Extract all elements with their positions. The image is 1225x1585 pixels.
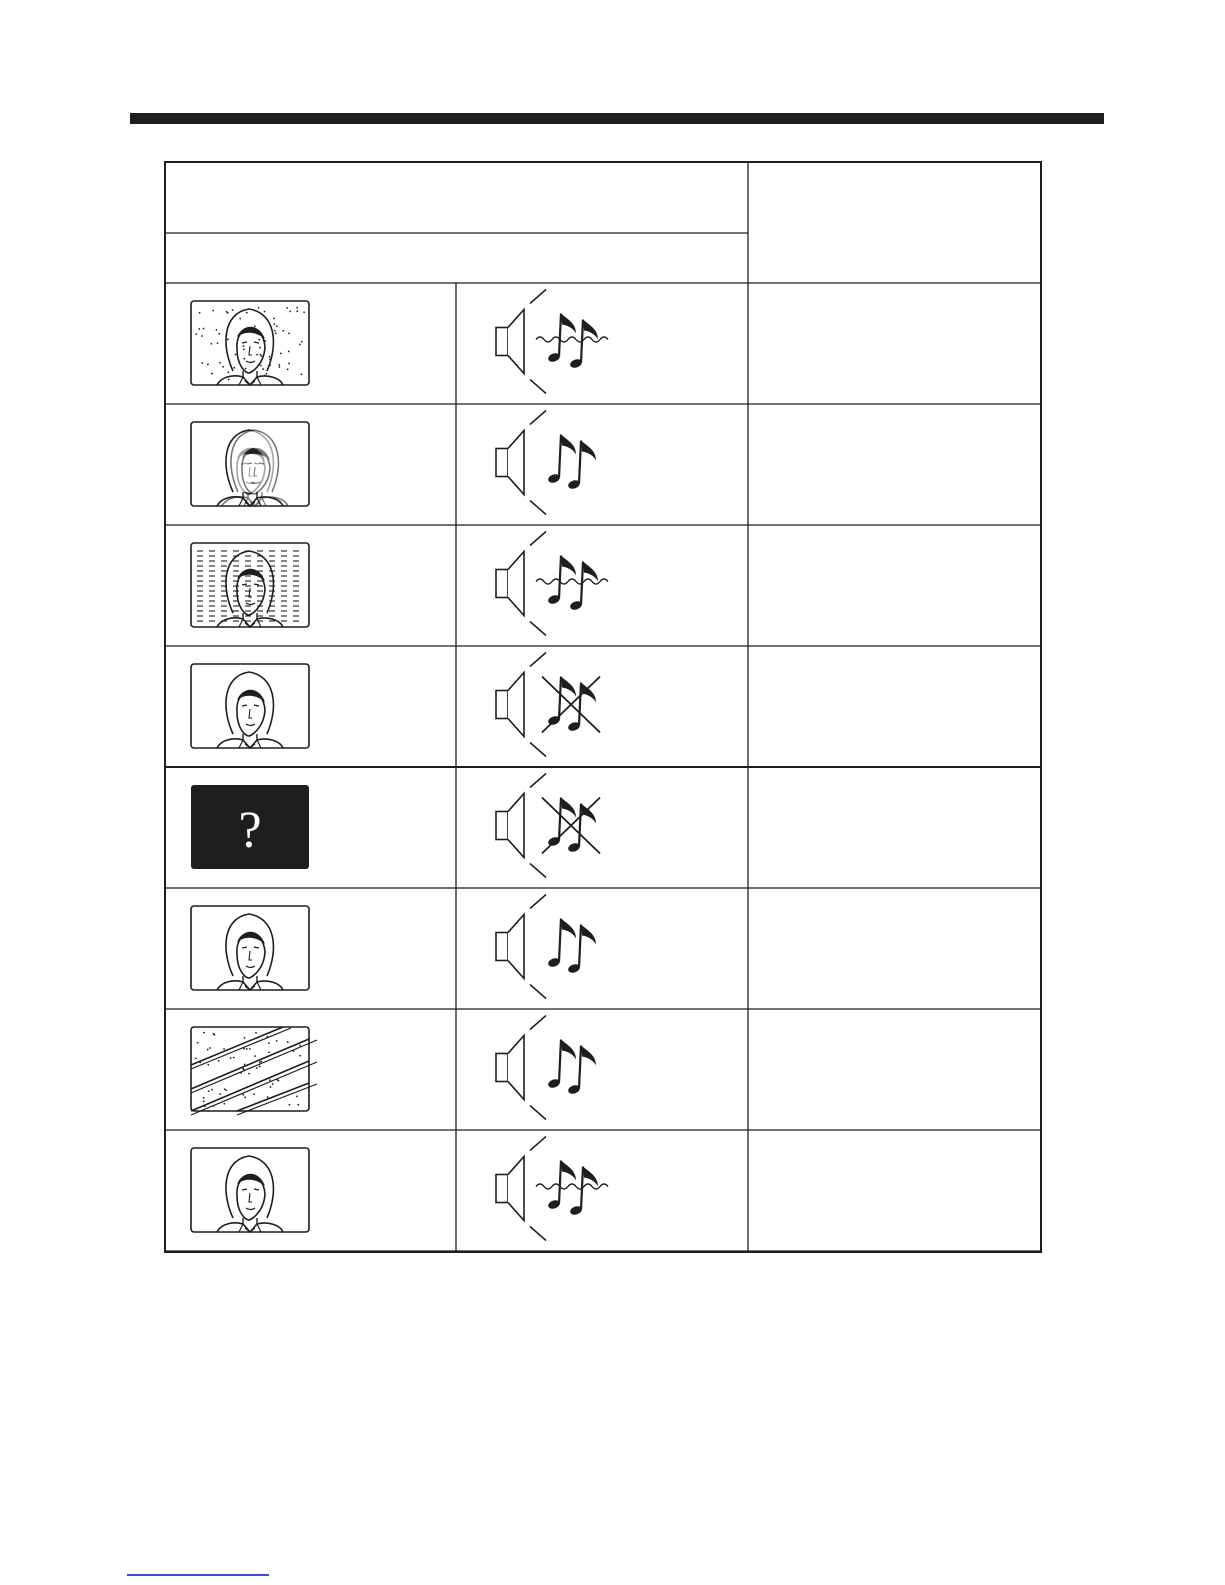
diagonal-bars-picture-icon bbox=[191, 1027, 317, 1115]
normal-picture-icon bbox=[191, 1148, 309, 1232]
normal-sound-icon bbox=[496, 1016, 596, 1120]
normal-picture-icon bbox=[191, 906, 309, 990]
table-row bbox=[191, 1016, 596, 1120]
ghost-picture-icon bbox=[191, 422, 309, 506]
no-picture-icon bbox=[191, 785, 309, 869]
table-row bbox=[191, 532, 608, 636]
noisy-sound-icon bbox=[496, 1137, 608, 1241]
table-row bbox=[191, 411, 596, 515]
top-rule bbox=[130, 113, 1104, 124]
footer-link-underline bbox=[127, 1574, 269, 1576]
table-row bbox=[191, 895, 596, 999]
question-mark-glyph: ? bbox=[238, 802, 262, 859]
noisy-sound-icon bbox=[496, 532, 608, 636]
interference-lines-picture-icon bbox=[191, 543, 309, 627]
table-row bbox=[191, 290, 608, 394]
no-sound-icon bbox=[496, 653, 600, 757]
table-row bbox=[191, 774, 600, 878]
normal-picture-icon bbox=[191, 664, 309, 748]
table-row bbox=[191, 1137, 608, 1241]
no-sound-icon bbox=[496, 774, 600, 878]
normal-sound-icon bbox=[496, 895, 596, 999]
table-row bbox=[191, 653, 600, 757]
troubleshooting-table-graphic bbox=[164, 161, 1053, 1266]
snowy-picture-icon bbox=[191, 301, 309, 385]
troubleshooting-table bbox=[164, 161, 1053, 1266]
noisy-sound-icon bbox=[496, 290, 608, 394]
normal-sound-icon bbox=[496, 411, 596, 515]
table-cells bbox=[191, 290, 608, 1241]
